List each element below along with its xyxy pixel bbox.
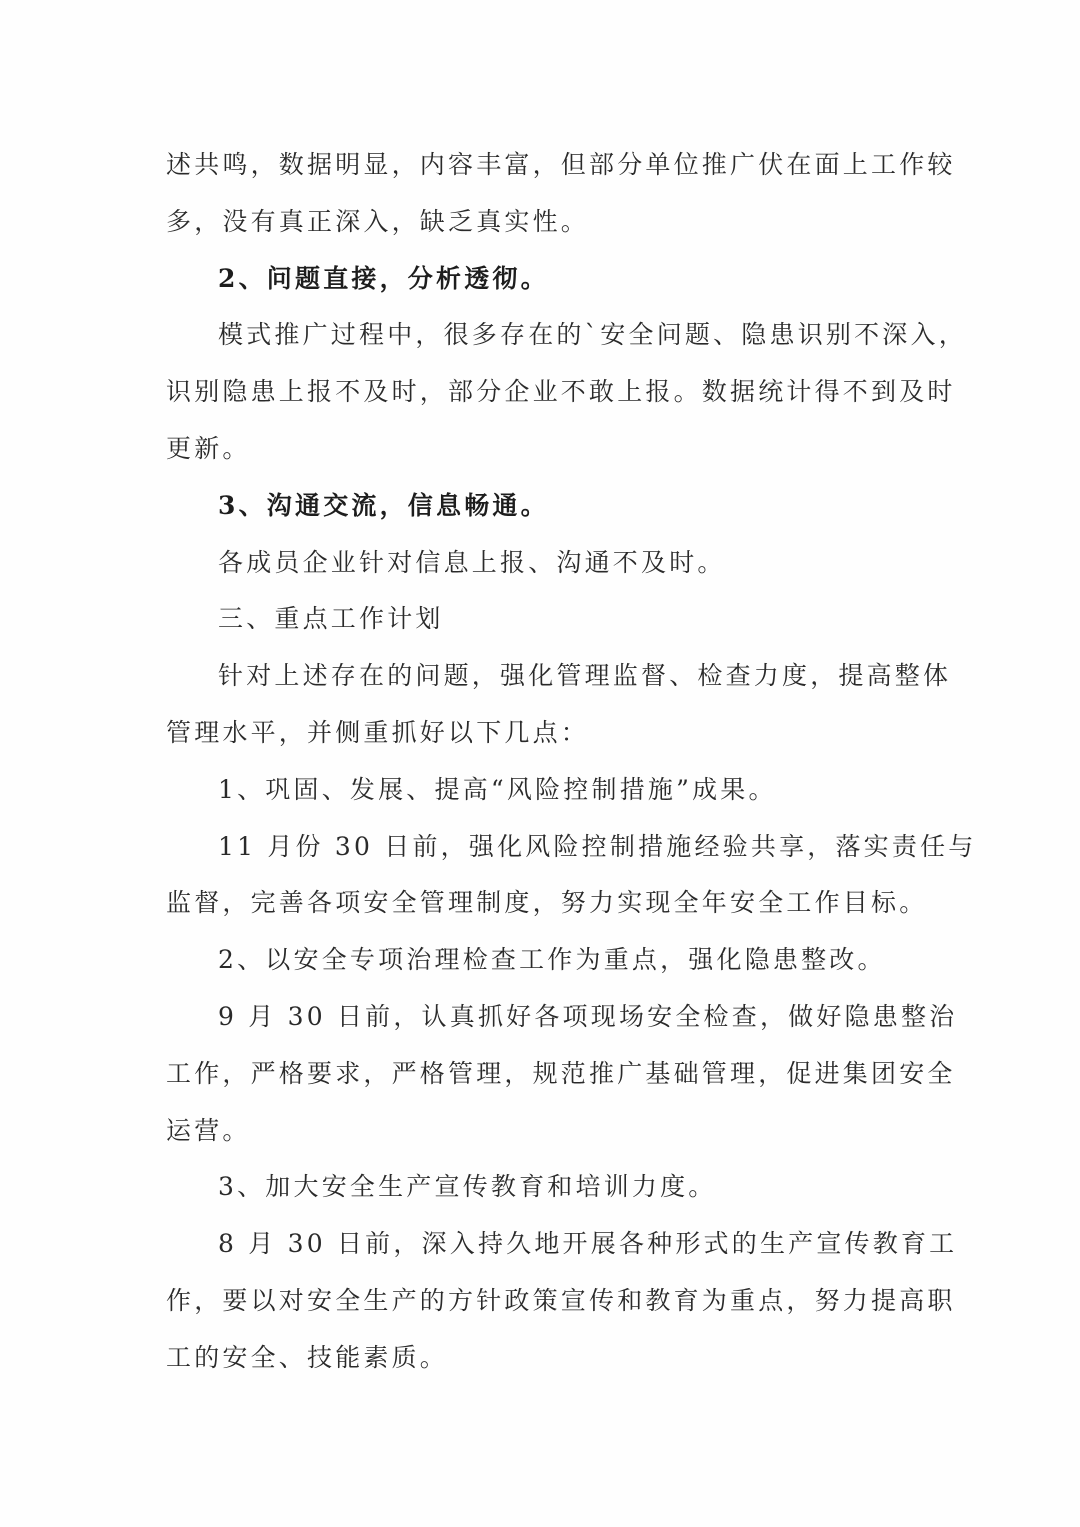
text-line: 识别隐患上报不及时，部分企业不敢上报。数据统计得不到及时 <box>166 377 956 407</box>
text-line: 模式推广过程中，很多存在的`安全问题、隐患识别不深入， <box>218 320 967 350</box>
text-line: 工的安全、技能素质。 <box>166 1342 449 1372</box>
list-item-heading: 1、巩固、发展、提高“风险控制措施”成果。 <box>218 774 777 804</box>
list-item-heading: 2、以安全专项治理检查工作为重点，强化隐患整改。 <box>218 945 886 975</box>
text-line: 11 月份 30 日前，强化风险控制措施经验共享，落实责任与 <box>218 831 977 861</box>
text-line: 针对上述存在的问题，强化管理监督、检查力度，提高整体 <box>218 661 952 691</box>
subheading: 2、问题直接，分析透彻。 <box>218 263 549 293</box>
text-line: 9 月 30 日前，认真抓好各项现场安全检查，做好隐患整治 <box>218 1001 958 1031</box>
text-line: 述共鸣，数据明显，内容丰富，但部分单位推广伏在面上工作较 <box>166 150 956 179</box>
text-line: 更新。 <box>166 433 251 463</box>
text-line: 作，要以对安全生产的方针政策宣传和教育为重点，努力提高职 <box>166 1285 956 1315</box>
list-item-heading: 3、加大安全生产宣传教育和培训力度。 <box>218 1172 717 1202</box>
text-line: 运营。 <box>166 1115 251 1145</box>
text-line: 监督，完善各项安全管理制度，努力实现全年安全工作目标。 <box>166 888 928 918</box>
section-heading: 三、重点工作计划 <box>218 604 444 634</box>
text-line: 8 月 30 日前，深入持久地开展各种形式的生产宣传教育工 <box>218 1229 958 1259</box>
text-line: 多，没有真正深入，缺乏真实性。 <box>166 206 590 236</box>
subheading: 3、沟通交流，信息畅通。 <box>218 490 549 520</box>
text-line: 管理水平，并侧重抓好以下几点： <box>166 717 590 747</box>
document-body <box>166 137 977 1387</box>
text-line: 工作，严格要求，严格管理，规范推广基础管理，促进集团安全 <box>166 1058 956 1088</box>
text-line: 各成员企业针对信息上报、沟通不及时。 <box>218 547 726 577</box>
